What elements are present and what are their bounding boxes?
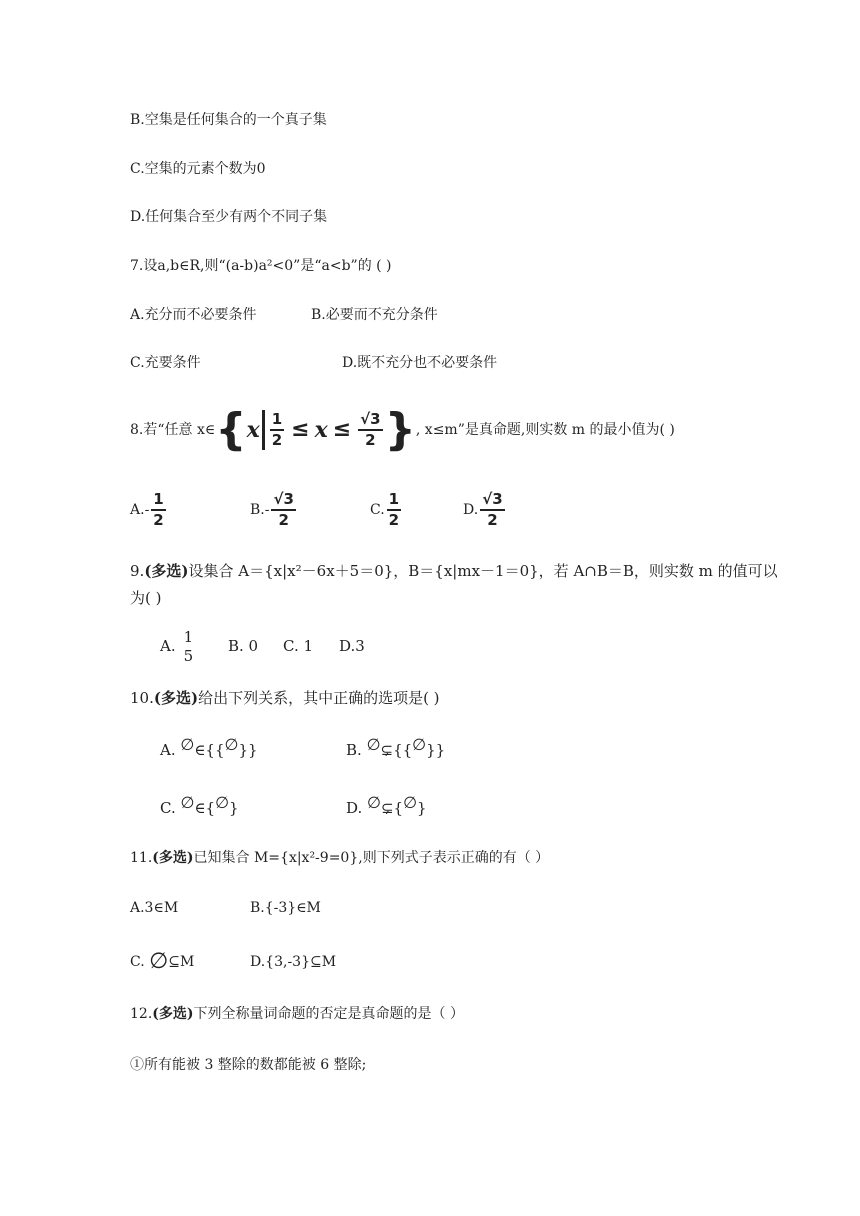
q9-option-a: A. 1 5 (160, 627, 194, 665)
q7-option-d: D.既不充分也不必要条件 (342, 355, 498, 371)
upper-bound-fraction: $\frac{√3}{2}$ (360, 410, 381, 449)
q11-option-d: D.{3,-3}⊆M (250, 954, 337, 970)
empty-set-symbol: ∅ (403, 793, 418, 812)
empty-set-symbol: ∅ (412, 735, 427, 754)
q12-item-1: ①所有能被 3 整除的数都能被 6 整除; (130, 1057, 367, 1073)
multi-select-tag: (多选) (152, 1006, 194, 1022)
empty-set-symbol: ∅ (180, 793, 195, 812)
q8-option-c: C. $\frac{1}{2}$ (370, 490, 400, 529)
q9-option-d: D.3 (339, 637, 365, 655)
q12-stem: 12.(多选)下列全称量词命题的否定是真命题的是（ ） (130, 1006, 464, 1022)
q11-option-a: A.3∈M (130, 900, 179, 916)
q11-stem: 11.(多选)已知集合 M={x|x²-9=0},则下列式子表示正确的有（ ） (130, 850, 550, 866)
q8-prefix: 8.若“任意 x∈ (130, 422, 216, 438)
set-bar (262, 410, 265, 450)
q9-option-b: B. 0 (228, 637, 259, 655)
q10-stem: 10.(多选)给出下列关系，其中正确的选项是( ) (130, 689, 440, 707)
empty-set-symbol: ∅ (367, 793, 381, 812)
multi-select-tag: (多选) (144, 562, 189, 580)
empty-set-symbol: ∅ (366, 735, 381, 754)
set-variable-2: x (314, 417, 328, 443)
q10-option-c: C. ∅∈{∅} (160, 793, 239, 817)
multi-select-tag: (多选) (153, 689, 199, 707)
q8-stem (130, 405, 675, 455)
leq-sign-2: ≤ (332, 417, 352, 442)
leq-sign-1: ≤ (291, 417, 310, 442)
empty-set-symbol: ∅ (149, 949, 169, 974)
set-variable: x (246, 417, 260, 443)
q11-option-b: B.{-3}∈M (250, 900, 321, 916)
empty-set-symbol: ∅ (180, 735, 195, 754)
lower-bound-fraction: $\frac{1}{2}$ (271, 410, 283, 449)
q6-option-b: B.空集是任何集合的一个真子集 (130, 112, 327, 128)
q7-option-c: C.充要条件 (130, 355, 201, 371)
q8-suffix: , x≤m”是真命题,则实数 m 的最小值为( ) (415, 422, 675, 438)
q7-option-b: B.必要而不充分条件 (311, 307, 438, 323)
q10-option-a: A. ∅∈{{∅}} (160, 735, 258, 759)
q8-option-b: B.- $\frac{√3}{2}$ (250, 490, 294, 529)
right-brace: } (384, 404, 416, 455)
q9-stem-cont: 为( ) (130, 589, 162, 607)
q10-option-d: D. ∅⊊{∅} (346, 793, 427, 817)
q6-option-c: C.空集的元素个数为0 (130, 161, 266, 177)
q6-option-d: D.任何集合至少有两个不同子集 (130, 209, 328, 225)
q10-option-b: B. ∅⊊{{∅}} (346, 735, 446, 759)
q11-option-c: C. ∅⊆M (130, 949, 195, 974)
multi-select-tag: (多选) (152, 850, 194, 866)
q9-stem: 9.(多选)设集合 A＝{x|x²－6x＋5＝0}，B＝{x|mx－1＝0}，若 A∩B＝B，则实数 m 的值可以 (130, 562, 778, 580)
q7-option-a: A.充分而不必要条件 (130, 307, 257, 323)
q7-stem: 7.设a,b∈R,则“(a-b)a²<0”是“a<b”的 ( ) (130, 258, 392, 274)
empty-set-symbol: ∅ (215, 793, 230, 812)
q9-option-c: C. 1 (283, 637, 314, 655)
empty-set-symbol: ∅ (224, 735, 239, 754)
left-brace: { (215, 404, 247, 455)
q8-option-d: D. $\frac{√3}{2}$ (463, 490, 503, 529)
q8-option-a: A.- $\frac{1}{2}$ (130, 490, 164, 529)
